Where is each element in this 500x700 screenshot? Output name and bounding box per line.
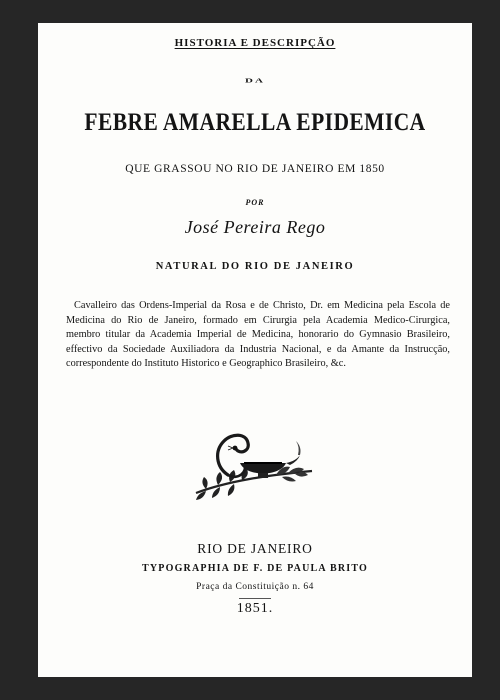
author-credentials: Cavalleiro das Ordens-Imperial da Rosa e de Christo, Dr. em Medicina pela Escola de Medicina do Rio de Janeiro, formado em Cirurgia pela Academia Medico-Cirurgica, membro titular da Academia Imperial de Medicina, honorario do Gymnasio Brasileiro, effectivo da Sociedade Auxiliadora da Industria Nacional, e da Amante da Instrucção, correspondente do Instituto Historico e Geographico Brasileiro, &c. <box>66 300 450 369</box>
serpent-lamp-vignette-icon <box>188 415 318 505</box>
author-name: José Pereira Rego <box>184 217 326 237</box>
divider <box>239 598 271 599</box>
city: RIO DE JANEIRO <box>197 541 313 556</box>
printer: TYPOGRAPHIA DE F. DE PAULA BRITO <box>141 563 369 574</box>
da-line <box>38 75 472 87</box>
por-line: POR <box>245 198 265 207</box>
da-text: DA <box>245 77 265 85</box>
author-origin: NATURAL DO RIO DE JANEIRO <box>155 261 355 272</box>
main-title: FEBRE AMARELLA EPIDEMICA <box>84 109 426 136</box>
subtitle: QUE GRASSOU NO RIO DE JANEIRO EM 1850 <box>125 163 385 175</box>
header-line: HISTORIA E DESCRIPÇÃO <box>174 37 336 49</box>
title-page <box>38 23 472 677</box>
printer-address: Praça da Constituição n. 64 <box>196 582 314 592</box>
publication-year: 1851. <box>236 601 274 616</box>
